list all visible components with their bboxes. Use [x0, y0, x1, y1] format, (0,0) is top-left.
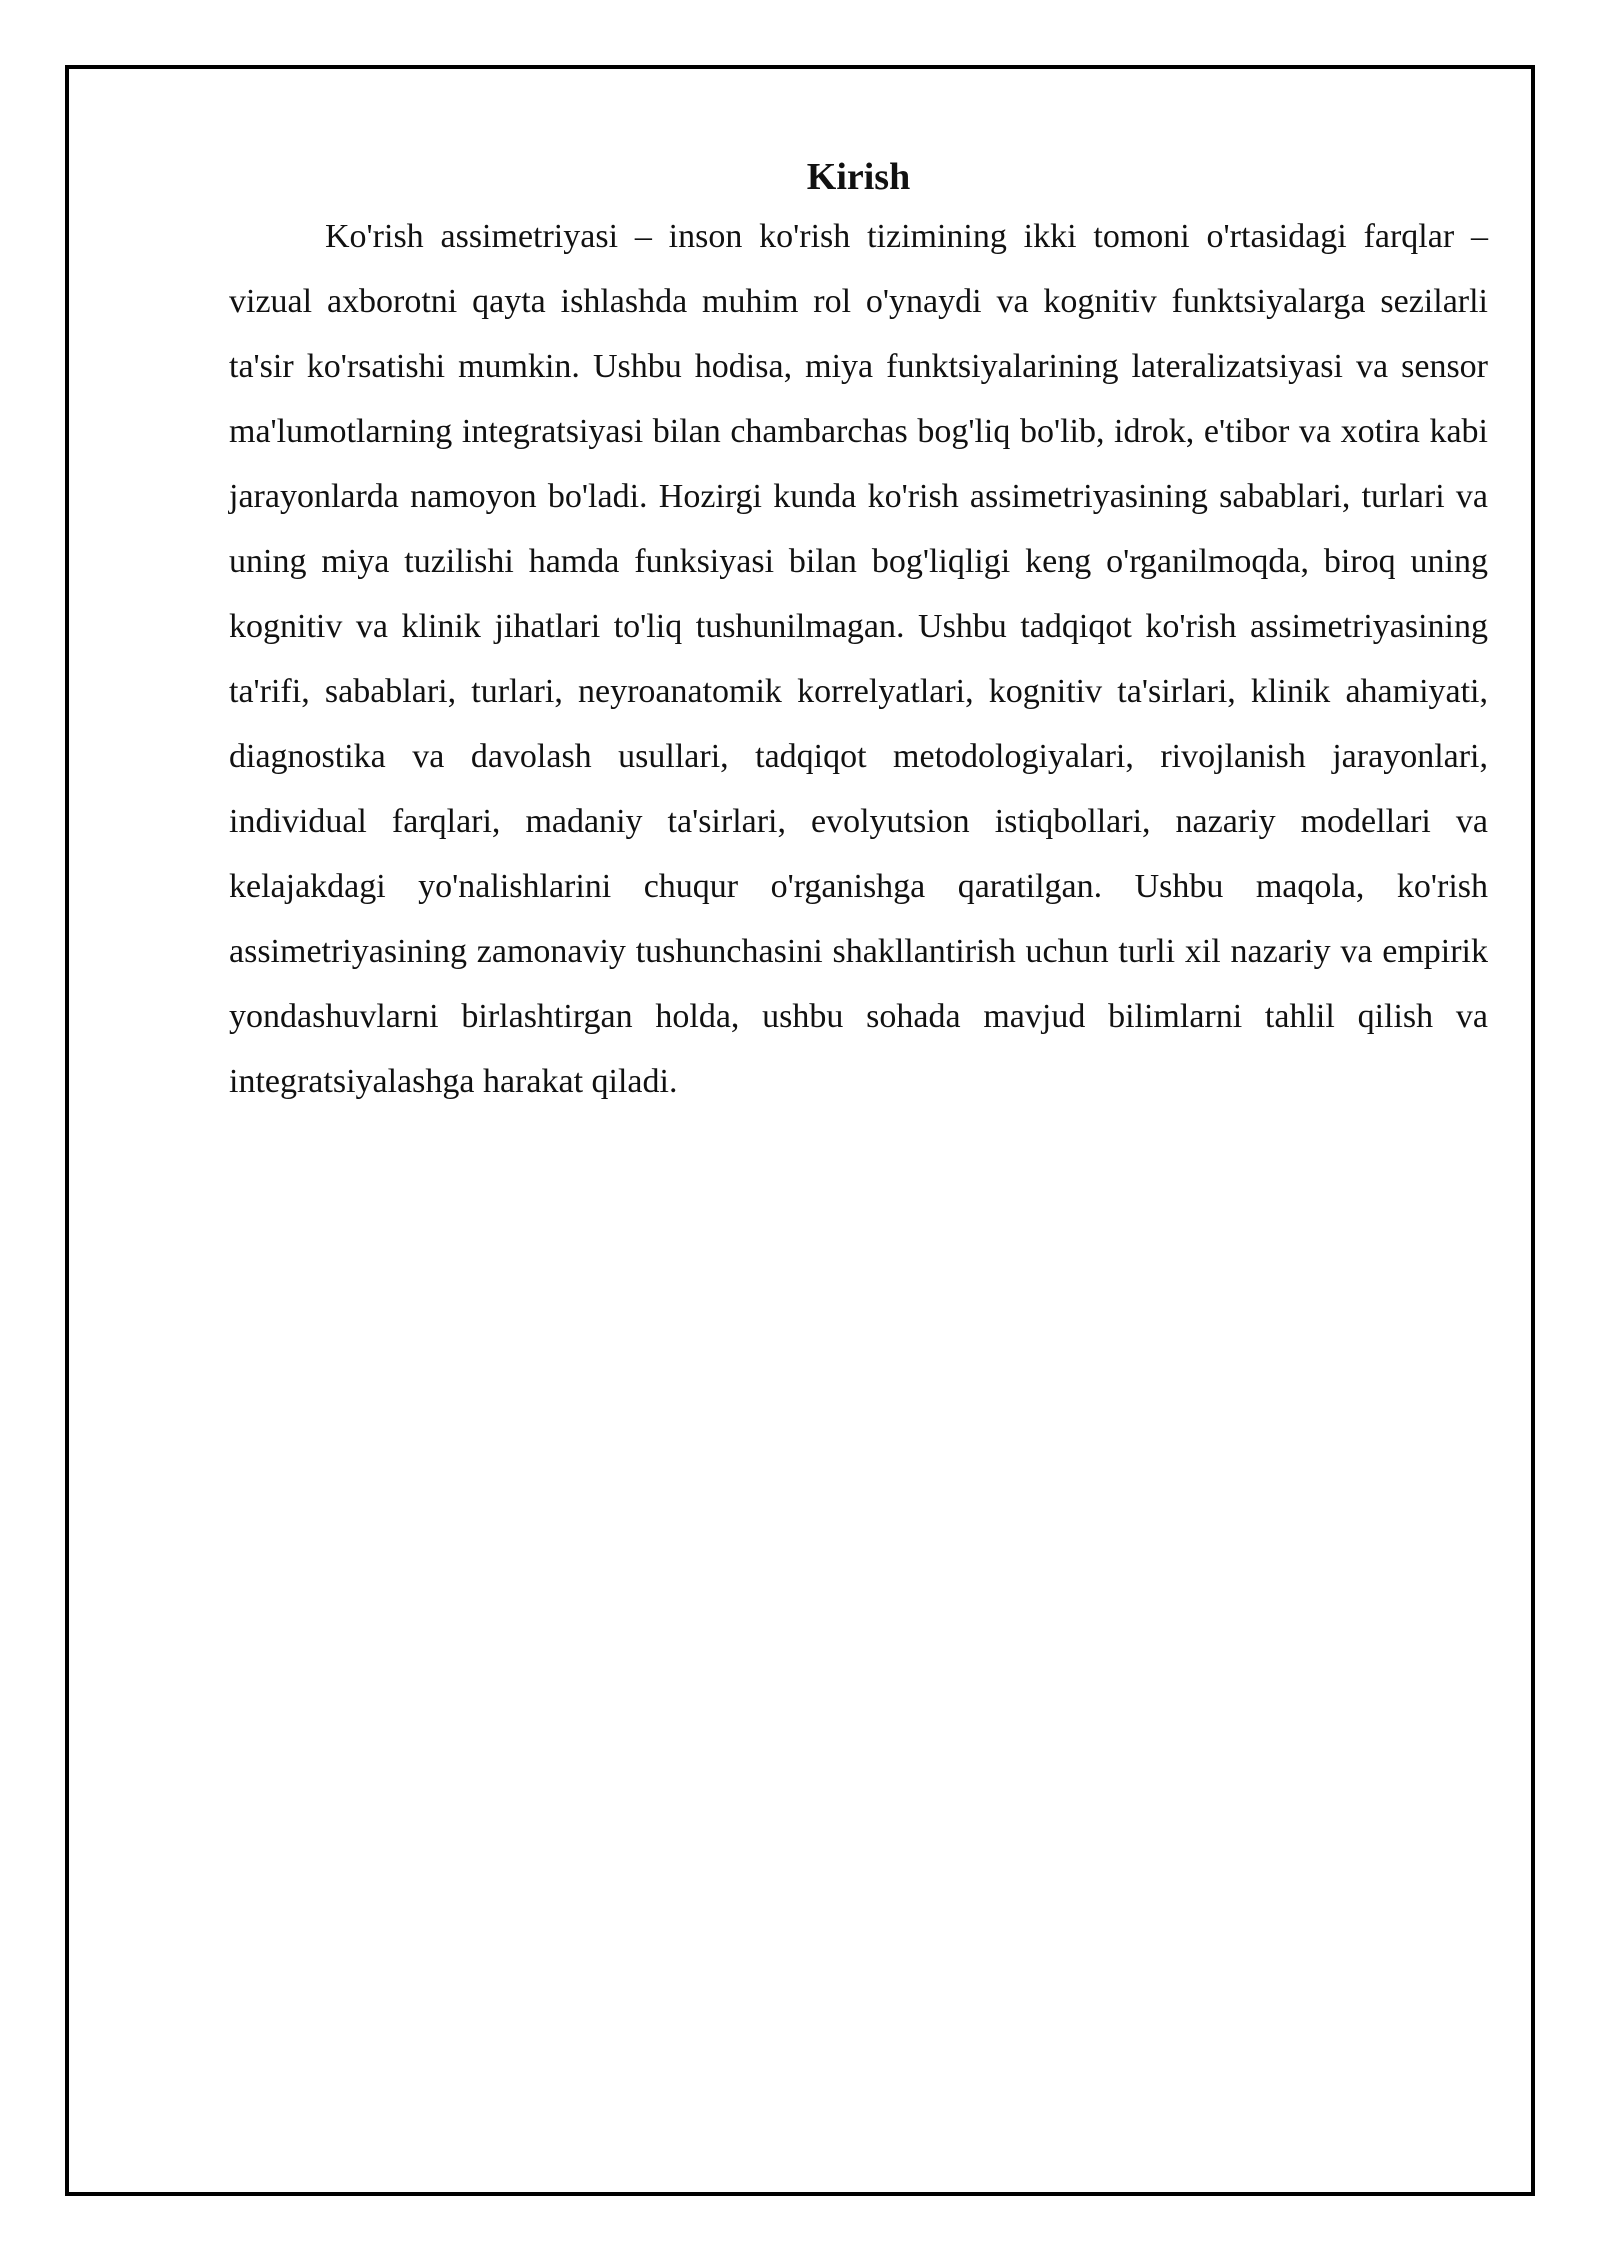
- document-content: [229, 150, 1488, 1114]
- body-paragraph: Ko'rish assimetriyasi – inson ko'rish tizimining ikki tomoni o'rtasidagi farqlar – vizual axborotni qayta ishlashda muhim rol o'ynaydi va kognitiv funktsiyalarga sezilarli ta'sir ko'rsatishi mumkin. Ushbu hodisa, miya funktsiyalarining lateralizatsiyasi va sensor ma'lumotlarning integratsiyasi bilan chambarchas bog'liq bo'lib, idrok, e'tibor va xotira kabi jarayonlarda namoyon bo'ladi. Hozirgi kunda ko'rish assimetriyasining sabablari, turlari va uning miya tuzilishi hamda funksiyasi bilan bog'liqligi keng o'rganilmoqda, biroq uning kognitiv va klinik jihatlari to'liq tushunilmagan. Ushbu tadqiqot ko'rish assimetriyasining ta'rifi, sabablari, turlari, neyroanatomik korrelyatlari, kognitiv ta'sirlari, klinik ahamiyati, diagnostika va davolash usullari, tadqiqot metodologiyalari, rivojlanish jarayonlari, individual farqlari, madaniy ta'sirlari, evolyutsion istiqbollari, nazariy modellari va kelajakdagi yo'nalishlarini chuqur o'rganishga qaratilgan. Ushbu maqola, ko'rish assimetriyasining zamonaviy tushunchasini shakllantirish uchun turli xil nazariy va empirik yondashuvlarni birlashtirgan holda, ushbu sohada mavjud bilimlarni tahlil qilish va integratsiyalashga harakat qiladi.: [229, 218, 1488, 1100]
- document-title: Kirish: [806, 156, 911, 198]
